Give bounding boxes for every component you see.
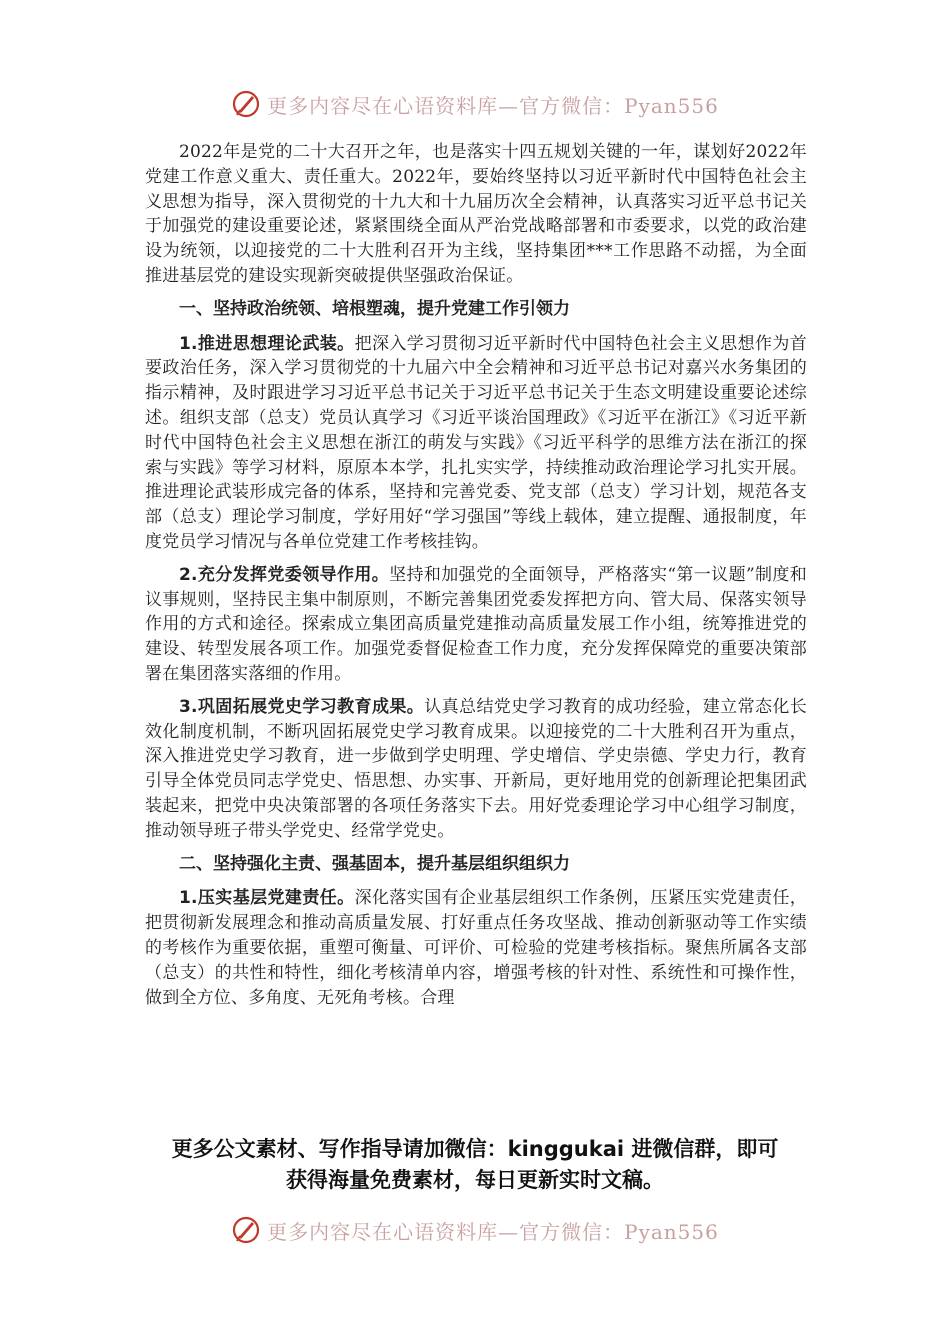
item-4-lead: 1.压实基层党建责任。	[179, 888, 355, 909]
promo-line-2: 获得海量免费素材，每日更新实时文稿。	[286, 1168, 664, 1192]
quill-pen-logo-icon	[231, 1215, 261, 1245]
item-2-lead: 2.充分发挥党委领导作用。	[179, 564, 390, 585]
promo-notice	[120, 1134, 830, 1196]
section-2-heading: 二、坚持强化主责、强基固本，提升基层组织组织力	[179, 853, 570, 874]
promo-line-1: 更多公文素材、写作指导请加微信：kinggukai 进微信群，即可	[171, 1137, 779, 1161]
header-banner-text: 更多内容尽在心语资料库—官方微信：Pyan556	[267, 93, 719, 118]
item-3-text: 认真总结党史学习教育的成功经验，建立常态化长效化制度机制，不断巩固拓展党史学习教育成果。以迎接党的二十大胜利召开为重点，深入推进党史学习教育，进一步做到学史明理、学史增信、学史崇德、学史力行，教育引导全体党员同志学党史、悟思想、办实事、开新局，更好地用党的创新理论把集团武装起来，把党中央决策部署的各项任务落实下去。用好党委理论学习中心组学习制度，推动领导班子带头学党史、经常学党史。	[145, 696, 807, 841]
item-1-paragraph	[145, 332, 807, 555]
header-banner	[0, 84, 950, 124]
item-4-paragraph	[145, 886, 807, 1010]
footer-banner	[0, 1210, 950, 1250]
footer-banner-text: 更多内容尽在心语资料库—官方微信：Pyan556	[267, 1219, 719, 1244]
item-1-lead: 1.推进思想理论武装。	[179, 333, 355, 354]
document-body	[145, 140, 807, 1018]
section-1-heading: 一、坚持政治统领、培根塑魂，提升党建工作引领力	[179, 298, 570, 319]
item-3-paragraph	[145, 695, 807, 844]
item-3-lead: 3.巩固拓展党史学习教育成果。	[179, 696, 425, 717]
item-1-text: 把深入学习贯彻习近平新时代中国特色社会主义思想作为首要政治任务，深入学习贯彻党的十九届六中全会精神和习近平总书记对嘉兴水务集团的指示精神，及时跟进学习习近平总书记关于习近平总书记关于生态文明建设重要论述综述。组织支部（总支）党员认真学习《习近平谈治国理政》《习近平在浙江》《习近平新时代中国特色社会主义思想在浙江的萌发与实践》《习近平科学的思维方法在浙江的探索与实践》等学习材料，原原本本学，扎扎实实学，持续推动政治理论学习扎实开展。推进理论武装形成完备的体系，坚持和完善党委、党支部（总支）学习计划，规范各支部（总支）理论学习制度，学好用好“学习强国”等线上载体，建立提醒、通报制度，年度党员学习情况与各单位党建工作考核挂钩。	[145, 333, 807, 552]
item-2-paragraph	[145, 563, 807, 687]
item-4-text: 深化落实国有企业基层组织工作条例，压紧压实党建责任，把贯彻新发展理念和推动高质量发展、打好重点任务攻坚战、推动创新驱动等工作实绩的考核作为重要依据，重塑可衡量、可评价、可检验的党建考核指标。聚焦所属各支部（总支）的共性和特性，细化考核清单内容，增强考核的针对性、系统性和可操作性，做到全方位、多角度、无死角考核。合理	[145, 888, 807, 1008]
intro-paragraph: 2022年是党的二十大召开之年，也是落实十四五规划关键的一年，谋划好2022年党建工作意义重大、责任重大。2022年，要始终坚持以习近平新时代中国特色社会主义思想为指导，深入贯彻党的十九大和十九届历次全会精神，认真落实习近平总书记关于加强党的建设重要论述，紧紧围绕全面从严治党战略部署和市委要求，以党的政治建设为统领，以迎接党的二十大胜利召开为主线，坚持集团***工作思路不动摇，为全面推进基层党的建设实现新突破提供坚强政治保证。	[145, 142, 807, 286]
item-2-text: 坚持和加强党的全面领导，严格落实“第一议题”制度和议事规则，坚持民主集中制原则，不断完善集团党委发挥把方向、管大局、保落实领导作用的方式和途径。探索成立集团高质量党建推动高质量发展工作小组，统筹推进党的建设、转型发展各项工作。加强党委督促检查工作力度，充分发挥保障党的重要决策部署在集团落实落细的作用。	[145, 564, 808, 684]
quill-pen-logo-icon	[231, 89, 261, 119]
